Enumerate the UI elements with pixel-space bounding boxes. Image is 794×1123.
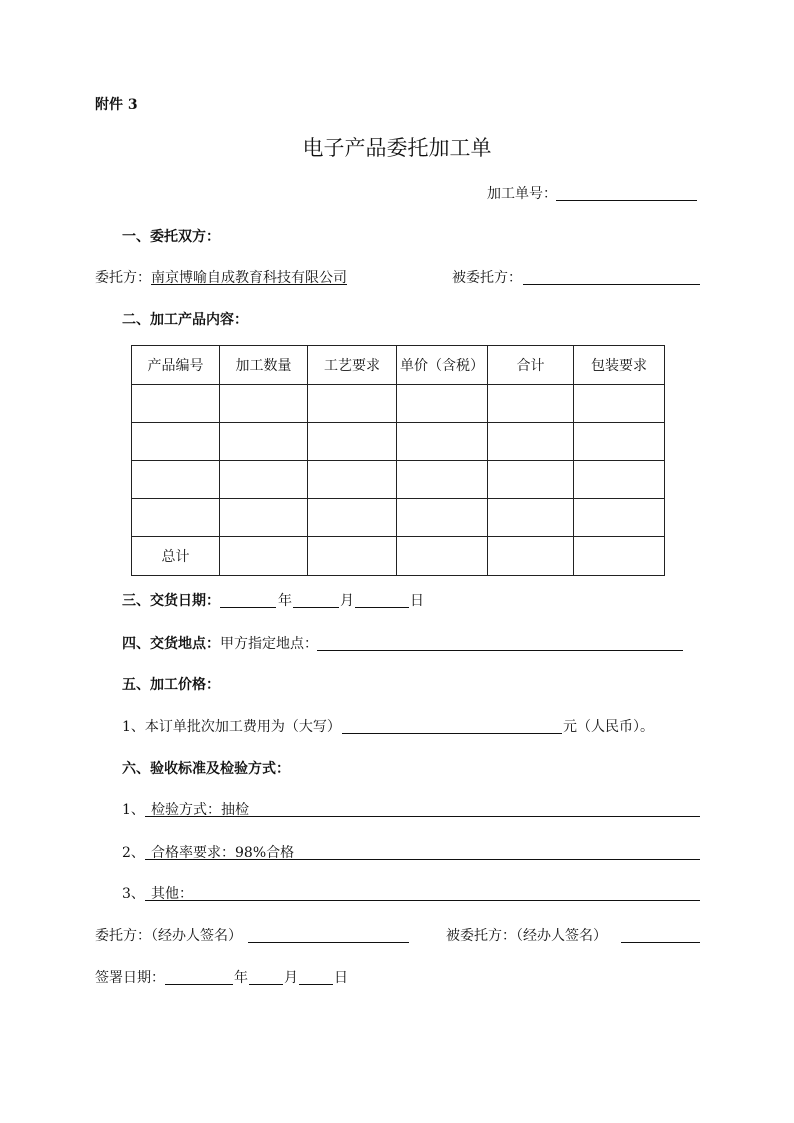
pass-rate-requirement: 合格率要求：98%合格 [151,845,295,861]
client-label: 委托方： [95,270,151,286]
table-cell[interactable] [488,385,574,423]
product-table [131,345,665,576]
table-cell[interactable] [220,423,308,461]
table-row [132,385,665,423]
attachment-label: 附件 3 [95,97,138,113]
table-cell[interactable] [574,461,665,499]
month-label: 月 [340,593,354,609]
contractor-field[interactable] [523,284,700,285]
other-requirements-label: 其他： [151,886,193,902]
table-cell[interactable] [220,385,308,423]
table-cell[interactable] [488,499,574,537]
table-cell[interactable] [132,461,220,499]
header-process-requirements: 工艺要求 [308,346,397,385]
signing-year-field[interactable] [165,984,233,985]
signing-month-field[interactable] [249,984,283,985]
table-cell[interactable] [488,537,574,576]
order-number-field[interactable] [556,200,697,201]
total-label: 总计 [132,537,220,576]
table-cell[interactable] [220,461,308,499]
header-packaging: 包装要求 [574,346,665,385]
inspection-item-2-number: 2、 [122,845,145,861]
delivery-year-field[interactable] [220,607,276,608]
signing-date-label: 签署日期： [95,970,165,986]
table-cell[interactable] [488,461,574,499]
table-row [132,423,665,461]
day-label: 日 [410,593,424,609]
delivery-month-field[interactable] [293,607,339,608]
header-unit-price: 单价（含税） [397,346,488,385]
table-header-row [132,346,665,385]
header-subtotal: 合计 [488,346,574,385]
section-5-heading: 五、加工价格： [122,677,220,693]
inspection-item-1-number: 1、 [122,802,145,818]
table-cell[interactable] [308,385,397,423]
delivery-location-field[interactable] [317,650,683,651]
pass-rate-line[interactable] [145,859,700,860]
year-label: 年 [278,593,292,609]
table-cell[interactable] [132,385,220,423]
table-row [132,499,665,537]
order-number-label: 加工单号： [487,186,557,202]
table-cell[interactable] [397,537,488,576]
signing-year-label: 年 [234,970,248,986]
table-cell[interactable] [132,499,220,537]
table-total-row [132,537,665,576]
inspection-method-line[interactable] [145,816,700,817]
client-signature-label: 委托方：（经办人签名） [95,928,242,944]
table-cell[interactable] [308,461,397,499]
contractor-label: 被委托方： [452,270,522,286]
delivery-day-field[interactable] [355,607,409,608]
table-cell[interactable] [220,537,308,576]
table-cell[interactable] [308,499,397,537]
table-cell[interactable] [132,423,220,461]
table-cell[interactable] [574,385,665,423]
document-title: 电子产品委托加工单 [302,136,492,160]
table-cell[interactable] [397,499,488,537]
section-1-heading: 一、委托双方： [122,229,220,245]
section-3-heading: 三、交货日期： [122,593,220,609]
table-cell[interactable] [397,461,488,499]
table-cell[interactable] [308,537,397,576]
fee-suffix: 元（人民币）。 [563,719,654,735]
table-cell[interactable] [220,499,308,537]
signing-day-label: 日 [334,970,348,986]
contractor-signature-label: 被委托方：（经办人签名） [446,928,607,944]
table-cell[interactable] [488,423,574,461]
delivery-location-label: 甲方指定地点： [220,636,318,652]
table-row [132,461,665,499]
inspection-item-3-number: 3、 [122,886,145,902]
header-product-id: 产品编号 [132,346,220,385]
table-cell[interactable] [574,537,665,576]
section-4-heading: 四、交货地点： [122,636,220,652]
signing-day-field[interactable] [299,984,333,985]
client-name: 南京博喻自成教育科技有限公司 [151,270,347,286]
contractor-signature-field[interactable] [621,942,700,943]
inspection-method: 检验方式：抽检 [151,802,249,818]
table-cell[interactable] [397,423,488,461]
signing-month-label: 月 [284,970,298,986]
fee-text: 1、本订单批次加工费用为（大写） [122,719,341,735]
fee-amount-field[interactable] [342,733,562,734]
table-cell[interactable] [397,385,488,423]
section-6-heading: 六、验收标准及检验方式： [122,761,290,777]
header-quantity: 加工数量 [220,346,308,385]
section-2-heading: 二、加工产品内容： [122,312,248,328]
table-cell[interactable] [574,423,665,461]
table-cell[interactable] [574,499,665,537]
other-requirements-line[interactable] [145,900,700,901]
client-signature-field[interactable] [248,942,409,943]
table-cell[interactable] [308,423,397,461]
